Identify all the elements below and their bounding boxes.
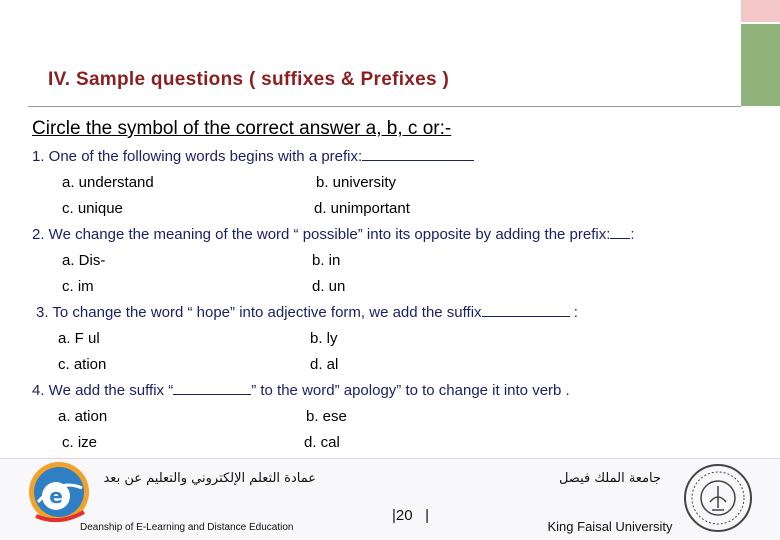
- university-seal-icon: [682, 462, 754, 534]
- question-2-option-a[interactable]: a. Dis-: [62, 252, 106, 269]
- question-4-option-b[interactable]: b. ese: [306, 408, 347, 425]
- question-4-option-c[interactable]: c. ize: [62, 434, 98, 451]
- instruction: Circle the symbol of the correct answer a, b, c or:-: [32, 118, 452, 139]
- corner-accent-green: [741, 24, 780, 106]
- question-3-option-d[interactable]: d. al: [310, 356, 339, 373]
- question-1: [32, 148, 474, 165]
- corner-accent-pink: [741, 0, 780, 22]
- page-number-value: 20: [395, 507, 413, 524]
- question-3-option-c[interactable]: c. ation: [58, 356, 107, 373]
- question-2-tail: :: [630, 226, 635, 243]
- question-3-option-a[interactable]: a. F ul: [58, 330, 100, 347]
- elearning-logo-icon: [26, 458, 92, 528]
- answer-blank: [362, 148, 474, 161]
- question-2-text: 2. We change the meaning of the word “ possible” into its opposite by adding the prefix:: [32, 226, 611, 243]
- title-divider: [28, 106, 741, 107]
- answer-blank: [482, 304, 570, 317]
- question-4-option-a[interactable]: a. ation: [58, 408, 108, 425]
- svg-text:e: e: [49, 484, 63, 508]
- question-2-option-c[interactable]: c. im: [62, 278, 94, 295]
- question-2-option-d[interactable]: d. un: [312, 278, 346, 295]
- question-1-option-a[interactable]: a. understand: [62, 174, 154, 191]
- question-1-option-c[interactable]: c. unique: [62, 200, 123, 217]
- question-1-option-b[interactable]: b. university: [316, 174, 397, 191]
- deanship-english: Deanship of E-Learning and Distance Education: [80, 522, 294, 533]
- university-english: King Faisal University: [547, 519, 673, 534]
- question-4-text: 4. We add the suffix “: [32, 382, 174, 399]
- page-number: |20 |: [392, 507, 429, 524]
- answer-blank: [173, 382, 251, 395]
- footer-divider: [0, 458, 780, 459]
- question-3-tail: :: [569, 304, 578, 321]
- question-4-tail: ” to the word” apology” to to change it into verb .: [251, 382, 570, 399]
- question-2: [32, 226, 635, 243]
- question-1-text: 1. One of the following words begins with a prefix:: [32, 148, 363, 165]
- slide-title: IV. Sample questions ( suffixes & Prefixes ): [48, 69, 450, 90]
- question-3-option-b[interactable]: b. ly: [310, 330, 338, 347]
- university-arabic: جامعة الملك فيصل: [558, 471, 662, 486]
- question-4: [32, 382, 570, 399]
- answer-blank: [610, 226, 630, 239]
- question-1-option-d[interactable]: d. unimportant: [314, 200, 410, 217]
- question-3-text: 3. To change the word “ hope” into adjective form, we add the suffix: [36, 304, 482, 321]
- question-3: [36, 304, 578, 321]
- deanship-arabic: عمادة التعلم الإلكتروني والتعليم عن بعد: [103, 471, 316, 486]
- question-4-option-d[interactable]: d. cal: [304, 434, 340, 451]
- question-2-option-b[interactable]: b. in: [312, 252, 341, 269]
